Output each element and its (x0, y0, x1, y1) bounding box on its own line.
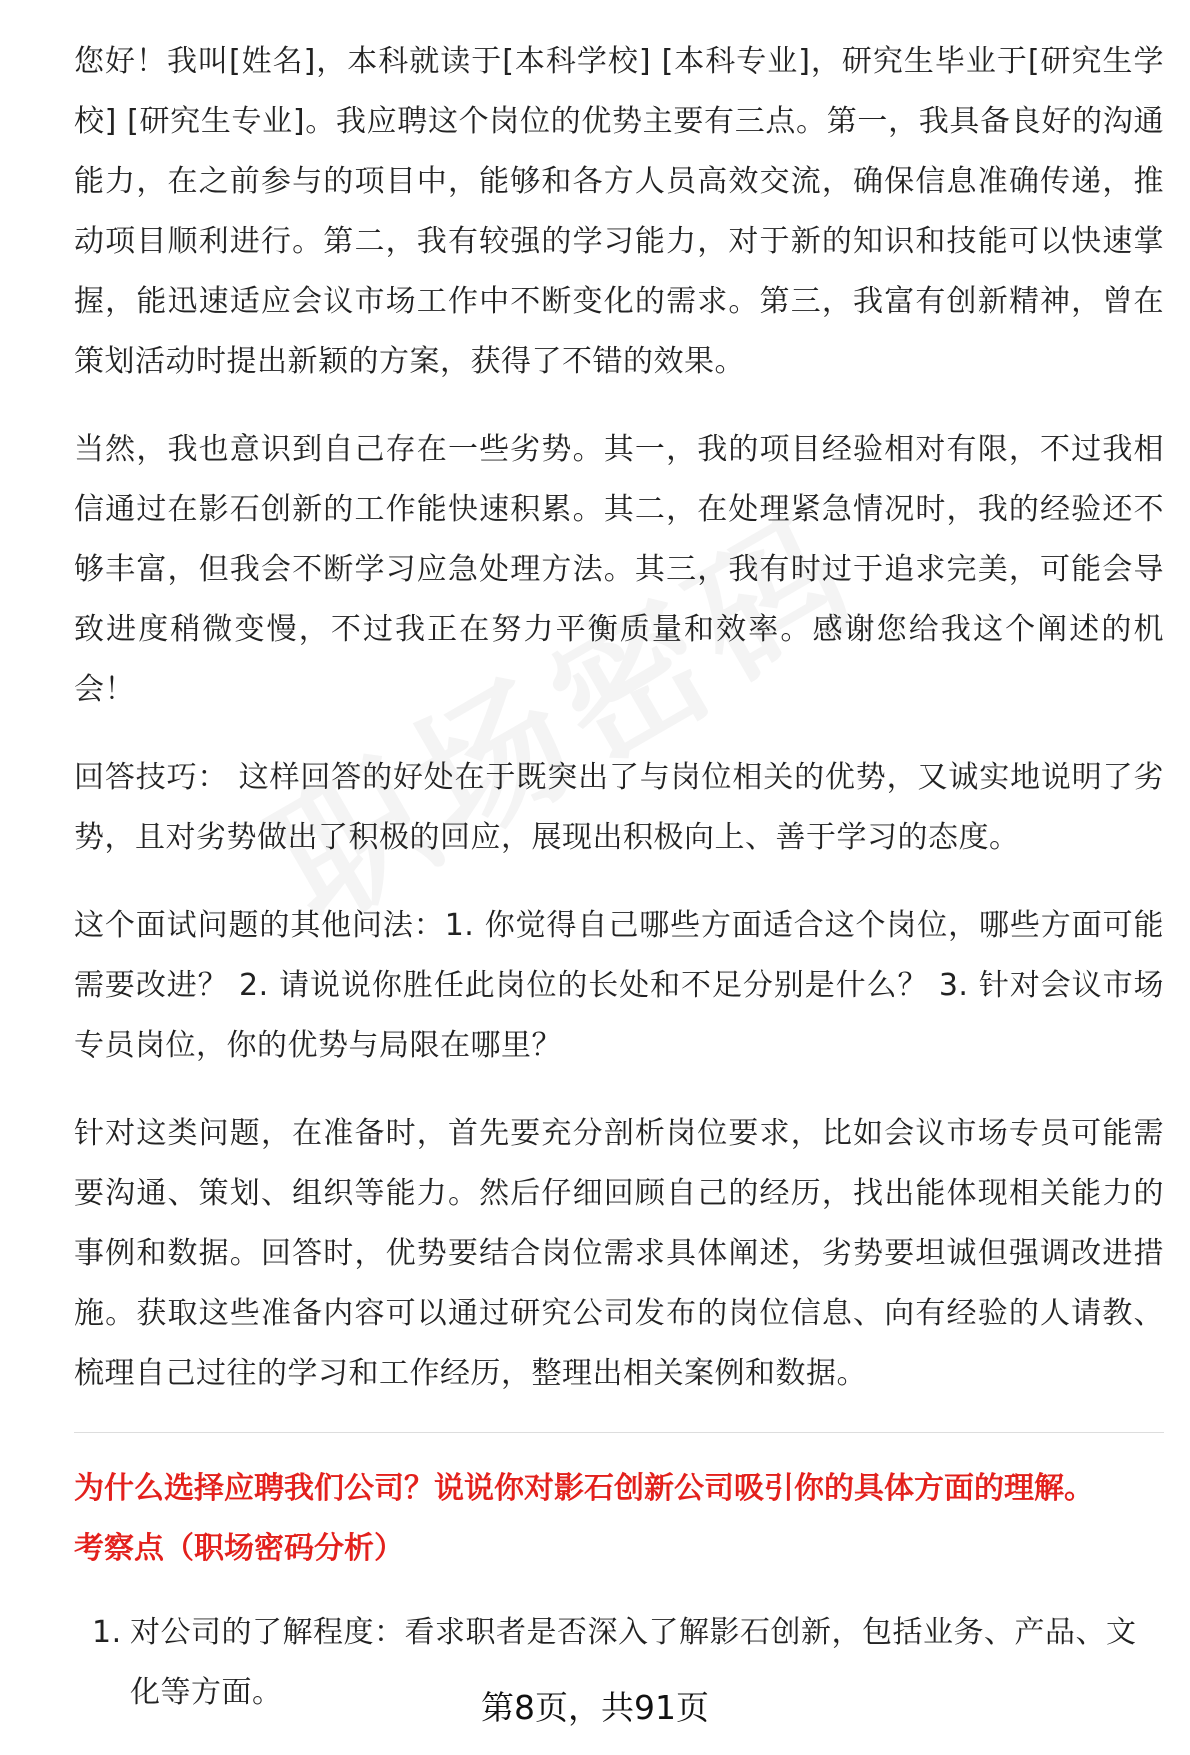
list-item-number: 1. (92, 1615, 122, 1650)
answer-paragraph-strengths: 您好！我叫[姓名]，本科就读于[本科学校] [本科专业]，研究生毕业于[研究生学校] [研究生专业]。我应聘这个岗位的优势主要有三点。第一，我具备良好的沟通能力，在之前参与的项目中，能够和各方人员高效交流，确保信息准确传递，推动项目顺利进行。第二，我有较强的学习能力，对于新的知识和技能可以快速掌握，能迅速适应会议市场工作中不断变化的需求。第三，我富有创新精神，曾在策划活动时提出新颖的方案，获得了不错的效果。 (74, 44, 1164, 379)
preparation-advice-paragraph: 针对这类问题，在准备时，首先要充分剖析岗位要求，比如会议市场专员可能需要沟通、策划、组织等能力。然后仔细回顾自己的经历，找出能体现相关能力的事例和数据。回答时，优势要结合岗位需求具体阐述，劣势要坦诚但强调改进措施。获取这些准备内容可以通过研究公司发布的岗位信息、向有经验的人请教、梳理自己过往的学习和工作经历，整理出相关案例和数据。 (74, 1116, 1164, 1391)
page-number-footer: 第8页，共91页 (481, 1688, 709, 1727)
alternate-questions-paragraph: 这个面试问题的其他问法：1. 你觉得自己哪些方面适合这个岗位，哪些方面可能需要改进？ 2. 请说说你胜任此岗位的长处和不足分别是什么？ 3. 针对会议市场专员岗位，你的优势与局限在哪里？ (74, 908, 1164, 1063)
answer-paragraph-weaknesses: 当然，我也意识到自己存在一些劣势。其一，我的项目经验相对有限，不过我相信通过在影石创新的工作能快速积累。其二，在处理紧急情况时，我的经验还不够丰富，但我会不断学习应急处理方法。其三，我有时过于追求完美，可能会导致进度稍微变慢，不过我正在努力平衡质量和效率。感谢您给我这个阐述的机会！ (74, 432, 1164, 707)
question-title: 为什么选择应聘我们公司？说说你对影石创新公司吸引你的具体方面的理解。 (74, 1471, 1094, 1506)
section-divider (74, 1432, 1164, 1433)
page-content (74, 32, 1164, 1723)
list-item-text: 对公司的了解程度：看求职者是否深入了解影石创新，包括业务、产品、文化等方面。 (130, 1615, 1137, 1710)
answer-tips-paragraph: 回答技巧： 这样回答的好处在于既突出了与岗位相关的优势，又诚实地说明了劣势，且对劣势做出了积极的回应，展现出积极向上、善于学习的态度。 (74, 760, 1164, 855)
question-subtitle: 考察点（职场密码分析） (74, 1531, 404, 1566)
